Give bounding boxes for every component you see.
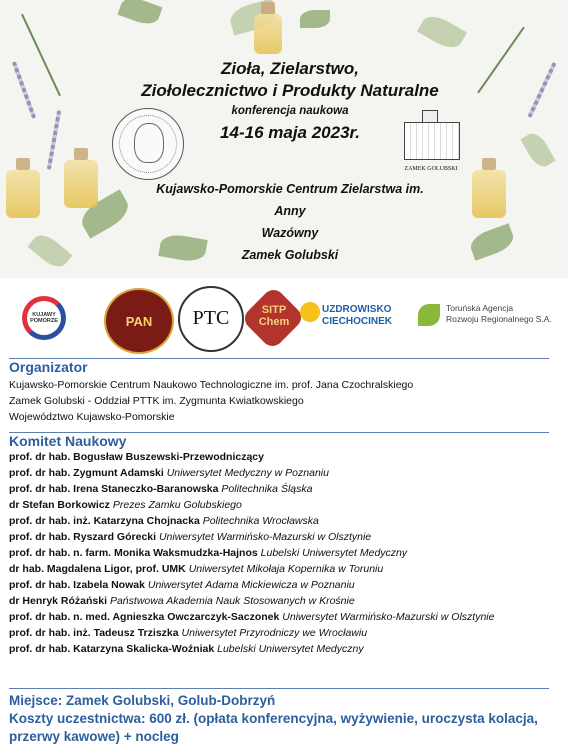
castle-label: ZAMEK GOLUBSKI	[404, 166, 458, 172]
member-name: prof. dr hab. inż. Katarzyna Chojnacka	[9, 515, 200, 527]
member-affiliation: Państwowa Akademia Nauk Stosowanych w Krośnie	[109, 595, 355, 607]
member-name: prof. dr hab. Zygmunt Adamski	[9, 467, 164, 479]
komitet-section	[9, 433, 549, 657]
komitet-member	[9, 545, 549, 561]
member-affiliation: Lubelski Uniwersytet Medyczny	[260, 547, 408, 559]
title-line2: Ziołolecznictwo i Produkty Naturalne	[141, 81, 439, 100]
komitet-member	[9, 593, 549, 609]
member-name: dr hab. Magdalena Ligor, prof. UMK	[9, 563, 186, 575]
leaf-decoration	[300, 10, 330, 28]
member-name: dr Stefan Borkowicz	[9, 499, 110, 511]
komitet-member	[9, 529, 549, 545]
member-name: prof. dr hab. Katarzyna Skalicka-Woźniak	[9, 643, 215, 655]
komitet-member	[9, 641, 549, 657]
divider	[9, 688, 549, 689]
member-name: prof. dr hab. Ryszard Górecki	[9, 531, 157, 543]
venue-line1: Kujawsko-Pomorskie Centrum Zielarstwa im. Anny	[156, 182, 424, 218]
member-name: prof. dr hab. inż. Tadeusz Trziszka	[9, 627, 179, 639]
member-affiliation: Uniwersytet Mikołaja Kopernika w Toruniu	[188, 563, 384, 575]
leaf-decoration	[467, 223, 517, 261]
leaf-icon	[418, 304, 440, 326]
member-affiliation: Politechnika Wrocławska	[202, 515, 319, 527]
lavender-decoration	[528, 62, 557, 118]
komitet-member	[9, 561, 549, 577]
lavender-decoration	[47, 110, 61, 170]
tarr-logo: Toruńska Agencja Rozwoju Regionalnego S.A.	[418, 300, 558, 340]
member-name: prof. dr hab. n. med. Agnieszka Owczarczyk-Saczonek	[9, 611, 280, 623]
venue-line2: Wazówny	[261, 226, 319, 240]
komitet-member	[9, 609, 549, 625]
member-affiliation: Uniwersytet Warmińsko-Mazurski w Olsztynie	[282, 611, 495, 623]
member-affiliation: Politechnika Śląska	[221, 483, 313, 495]
miejsce-line: Miejsce: Zamek Golubski, Golub-Dobrzyń	[9, 693, 276, 708]
komitet-member	[9, 449, 549, 465]
oil-bottle-decoration	[64, 160, 98, 208]
organizator-section	[9, 359, 549, 425]
member-affiliation: Uniwersytet Medyczny w Poznaniu	[166, 467, 329, 479]
member-affiliation: Uniwersytet Adama Mickiewicza w Poznaniu	[147, 579, 355, 591]
komitet-heading: Komitet Naukowy	[9, 433, 127, 449]
komitet-member	[9, 497, 549, 513]
organizator-item: Kujawsko-Pomorskie Centrum Naukowo Technologiczne im. prof. Jana Czochralskiego	[9, 379, 414, 391]
uzdrowisko-ciechocinek-logo: UZDROWISKO CIECHOCINEK	[300, 300, 410, 336]
footer-section	[9, 692, 549, 746]
member-name: prof. dr hab. Bogusław Buszewski-Przewodniczący	[9, 451, 264, 463]
venue-line3: Zamek Golubski	[241, 248, 339, 262]
kujawy-pomorze-logo: KUJAWY POMORZE	[18, 296, 70, 340]
member-name: prof. dr hab. n. farm. Monika Waksmudzka-Hajnos	[9, 547, 258, 559]
komitet-member	[9, 577, 549, 593]
conference-dates: 14-16 maja 2023r.	[220, 123, 360, 142]
koszty-line: Koszty uczestnictwa: 600 zł. (opłata konferencyjna, wyżywienie, uroczysta kolacja, przerwy kawowe) + nocleg	[9, 711, 538, 744]
organizator-item: Zamek Golubski - Oddział PTTK im. Zygmunta Kwiatkowskiego	[9, 395, 304, 407]
leaf-decoration	[28, 230, 73, 273]
member-affiliation: Uniwersytet Warmińsko-Mazurski w Olsztynie	[158, 531, 372, 543]
sitp-chem-label: SITP Chem	[258, 304, 290, 328]
oil-bottle-decoration	[254, 14, 282, 54]
oil-bottle-decoration	[6, 170, 40, 218]
komitet-member	[9, 465, 549, 481]
leaf-decoration	[520, 129, 555, 170]
organizator-item: Województwo Kujawsko-Pomorskie	[9, 411, 175, 423]
sun-icon	[300, 302, 320, 322]
leaf-decoration	[117, 0, 162, 28]
stem-decoration	[21, 14, 61, 96]
member-affiliation: Prezes Zamku Golubskiego	[112, 499, 242, 511]
title-line1: Zioła, Zielarstwo,	[221, 59, 359, 78]
lavender-decoration	[12, 61, 36, 119]
conference-banner	[0, 0, 568, 278]
oil-bottle-decoration	[472, 170, 506, 218]
leaf-decoration	[417, 11, 467, 54]
title-block	[80, 58, 500, 143]
member-name: prof. dr hab. Irena Staneczko-Baranowska	[9, 483, 219, 495]
conference-subtitle: konferencja naukowa	[231, 105, 349, 117]
member-affiliation: Lubelski Uniwersytet Medyczny	[217, 643, 364, 655]
komitet-members	[9, 449, 549, 657]
venue-block	[140, 178, 440, 266]
pan-logo: PAN	[104, 288, 174, 354]
member-name: prof. dr hab. Izabela Nowak	[9, 579, 145, 591]
ptc-logo: PTC	[178, 286, 244, 352]
member-affiliation: Uniwersytet Przyrodniczy we Wrocławiu	[181, 627, 368, 639]
komitet-member	[9, 625, 549, 641]
partner-logos	[0, 282, 568, 356]
komitet-member	[9, 513, 549, 529]
member-name: dr Henryk Różański	[9, 595, 108, 607]
komitet-member	[9, 481, 549, 497]
organizator-heading: Organizator	[9, 359, 88, 375]
